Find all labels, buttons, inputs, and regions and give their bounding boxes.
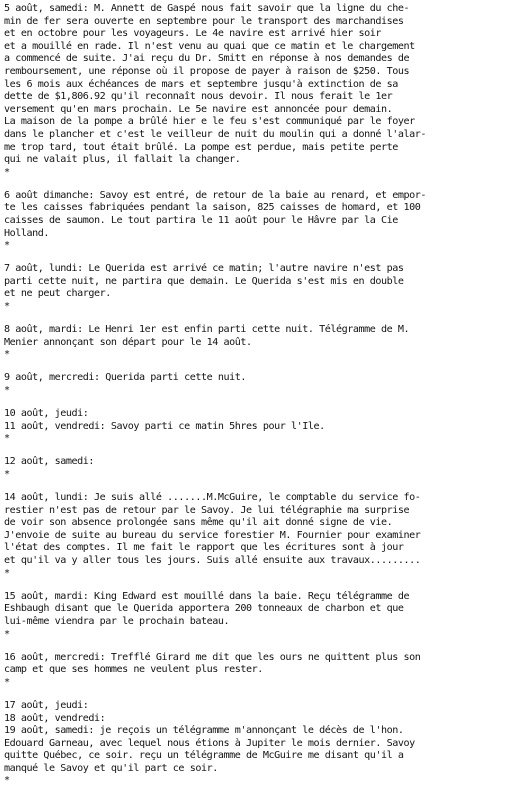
journal-line: caisses de saumon. Le tout partira le 11 août pour le Hâvre par la Cie [4, 215, 398, 226]
journal-line: me trop tard, tout était brûlé. La pompe est perdue, mais petite perte [4, 141, 398, 153]
journal-line: 16 août, mercredi: Trefflé Girard me dit que les ours ne quittent plus son [4, 651, 421, 663]
entry-separator-asterisk: * [4, 676, 10, 688]
entry-separator-asterisk: * [4, 166, 10, 178]
entry-separator-asterisk: * [4, 385, 10, 397]
entry-separator-asterisk: * [4, 240, 10, 252]
journal-line: manqué le Savoy et qu'il part ce soir. [4, 762, 218, 774]
blank-line [4, 641, 519, 652]
typed-journal-page [4, 3, 519, 787]
journal-line: 9 août, mercredi: Querida parti cette nuit. [4, 372, 246, 384]
blank-line [4, 482, 519, 493]
journal-line: dans le plancher et c'est le veilleur de nuit du moulin qui a donné l'alar- [4, 128, 427, 140]
journal-line: te les caisses fabriquées pendant la saison, 825 caisses de homard, et 100 [4, 202, 421, 214]
entry-separator-asterisk: * [4, 433, 10, 445]
journal-line: 19 août, samedi: je reçois un télégramme m'annonçant le décès de l'hon. [4, 725, 404, 737]
journal-line: 14 août, lundi: Je suis allé .......M.McGuire, le comptable du service fo- [4, 492, 421, 504]
blank-line [4, 179, 519, 190]
journal-line: restier n'est pas de retour par le Savoy. Je lui télégraphie ma surprise [4, 504, 410, 516]
entry-separator-asterisk: * [4, 469, 10, 480]
journal-line: Holland. [4, 227, 50, 239]
blank-line [4, 398, 519, 409]
journal-line: qui ne valait plus, il fallait la changer. [4, 154, 241, 166]
entry-separator-asterisk: * [4, 628, 10, 640]
journal-line: 11 août, vendredi: Savoy parti ce matin 5hres pour l'Ile. [4, 420, 325, 432]
journal-line: 5 août, samedi: M. Annett de Gaspé nous fait savoir que la ligne du che- [4, 3, 410, 14]
journal-line: 8 août, mardi: Le Henri 1er est enfin parti cette nuit. Télégramme de M. [4, 324, 410, 336]
journal-line: remboursement, une réponse où il propose de payer à raison de $250. Tous [4, 65, 410, 77]
entry-separator-asterisk: * [4, 349, 10, 361]
entry-separator-asterisk: * [4, 775, 10, 787]
journal-line: quitte Québec, ce soir. reçu un télégramme de McGuire me disant qu'il a [4, 750, 404, 762]
journal-line: et ne peut charger. [4, 288, 111, 300]
journal-line: Menier annonçant son départ pour le 14 août. [4, 336, 252, 348]
journal-line: et qu'il va y aller tous les jours. Suis allé ensuite aux travaux......... [4, 555, 421, 567]
journal-line: de voir son absence prolongée sans même qu'il ait donné signe de vie. [4, 517, 393, 529]
blank-line [4, 314, 519, 325]
journal-line: lui-même viendra par le prochain bateau. [4, 615, 230, 627]
entry-separator-asterisk: * [4, 301, 10, 313]
journal-line: 18 août, vendredi: [4, 712, 106, 724]
journal-line: dette de $1,806.92 qu'il reconnaît nous devoir. Il nous ferait le 1er [4, 91, 393, 103]
blank-line [4, 362, 519, 373]
journal-line: et en octobre pour les voyageurs. Le 4e navire est arrivé hier soir [4, 28, 382, 40]
journal-line: 17 août, jeudi: [4, 699, 89, 711]
journal-line: 6 août dimanche: Savoy est entré, de retour de la baie au renard, et empor- [4, 189, 427, 201]
journal-line: camp et que ses hommes ne veulent plus rester. [4, 664, 263, 676]
journal-line: versement qu'en mars prochain. Le 5e navire est annoncée pour demain. [4, 103, 393, 115]
journal-line: l'état des comptes. Il me fait le rapport que les écritures sont à jour [4, 542, 404, 554]
journal-line: min de fer sera ouverte en septembre pour le transport des marchandises [4, 15, 404, 27]
blank-line [4, 580, 519, 591]
journal-line: 10 août, jeudi: [4, 408, 89, 420]
journal-line: 7 août, lundi: Le Querida est arrivé ce matin; l'autre navire n'est pas [4, 263, 404, 275]
blank-line [4, 446, 519, 457]
journal-line: 15 août, mardi: King Edward est mouillé dans la baie. Reçu télégramme de [4, 590, 410, 602]
journal-line: J'envoie de suite au bureau du service forestier M. Fournier pour examiner [4, 529, 421, 541]
blank-line [4, 253, 519, 264]
journal-line: La maison de la pompe a brûlé hier e le feu s'est communiqué par le foyer [4, 116, 415, 128]
journal-line: parti cette nuit, ne partira que demain. Le Querida s'est mis en double [4, 275, 404, 287]
blank-line [4, 689, 519, 700]
entry-separator-asterisk: * [4, 567, 10, 579]
journal-line: Eshbaugh disant que le Querida apportera 200 tonneaux de charbon et que [4, 603, 404, 615]
journal-line: 12 août, samedi: [4, 456, 95, 468]
journal-line: Edouard Garneau, avec lequel nous étions à Jupiter le mois dernier. Savoy [4, 737, 415, 749]
journal-line: a commencé de suite. J'ai reçu du Dr. Smitt en réponse à nos demandes de [4, 53, 410, 65]
journal-line: les 6 mois aux échéances de mars et septembre jusqu'à extinction de sa [4, 78, 398, 90]
journal-line: et a mouillé en rade. Il n'est venu au quai que ce matin et le chargement [4, 40, 415, 52]
